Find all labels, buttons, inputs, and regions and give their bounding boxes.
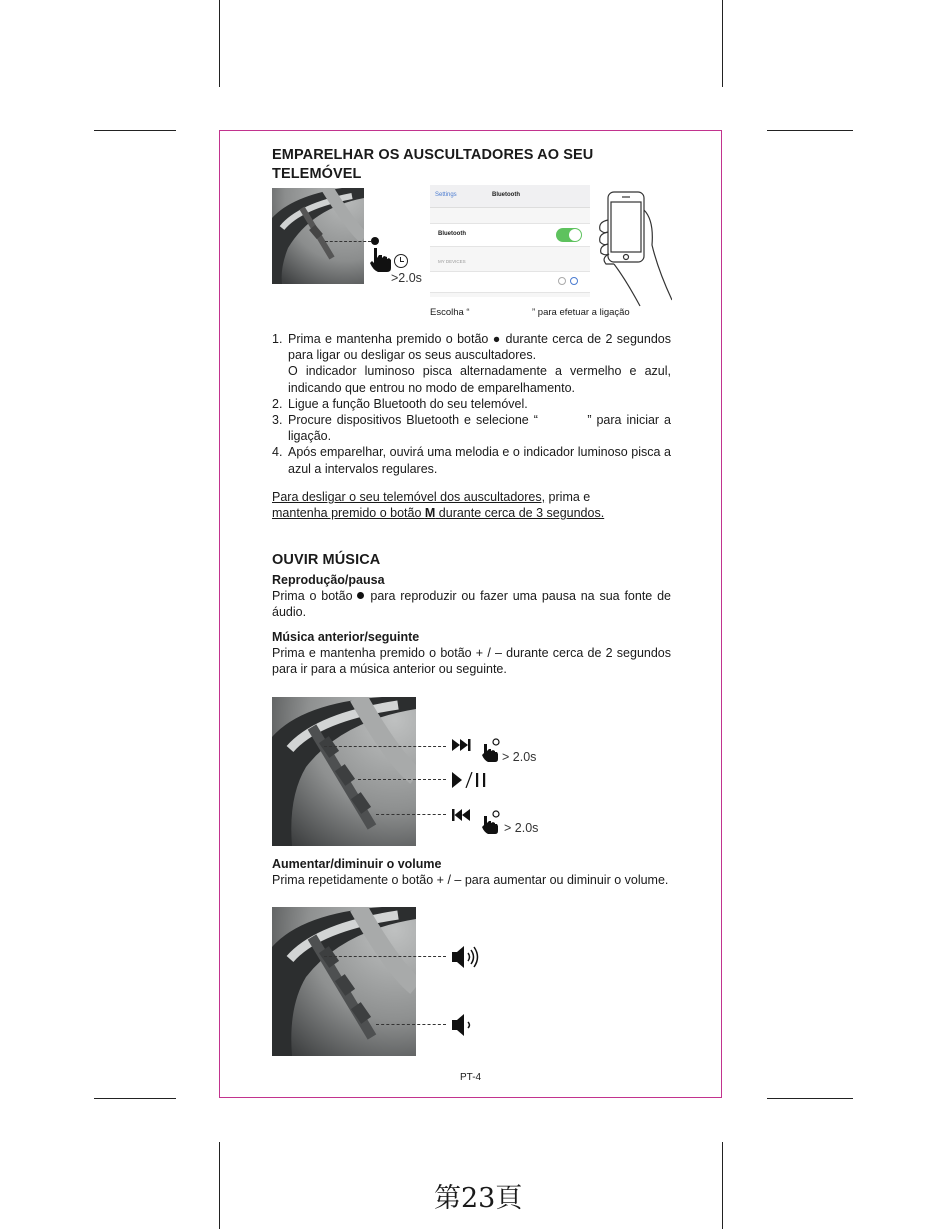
disconnect-text: mantenha premido o botão [272,506,425,521]
next-hold-time: > 2.0s [502,750,537,764]
crop-mark [219,0,220,87]
play-pause-heading: Reprodução/pausa [272,573,385,587]
disconnect-note [272,489,671,521]
screen-title: Bluetooth [492,192,520,198]
footer-page-label: 第23頁 [434,1183,523,1214]
bluetooth-settings-screenshot [430,185,590,297]
crop-mark [219,1142,220,1229]
crop-mark [94,1098,176,1099]
leader-line [325,241,371,242]
leader-line [376,1024,446,1025]
toggle-label: Bluetooth [438,231,466,237]
previous-track-icon [452,808,472,826]
next-track-icon [452,738,472,756]
section-music-title: OUVIR MÚSICA [272,552,381,568]
step-text: Prima e mantenha premido o botão ● durante cerca de 2 segundos para ligar ou desligar os seus auscultadores. [288,332,671,363]
list-item [272,396,671,412]
track-heading: Música anterior/seguinte [272,630,420,644]
step-text: O indicador luminoso pisca alternadamente a vermelho e azul, indicando que entrou no modo de emparelhamento. [288,364,671,395]
play-text: Prima o botão [272,589,353,603]
disconnect-text: durante cerca de 3 segundos. [435,506,605,521]
section-pairing-title [272,146,692,184]
volume-heading: Aumentar/diminuir o volume [272,857,442,871]
step-number: 2. [272,396,283,411]
disconnect-bold: M [424,506,436,521]
volume-down-icon [452,1013,474,1042]
page-number: PT-4 [460,1072,482,1083]
crop-mark [767,130,853,131]
section-label: MY DEVICES [438,259,466,264]
title-line: EMPARELHAR OS AUSCULTADORES AO SEU [272,147,594,163]
disconnect-text: prima e [545,490,591,504]
hand-press-icon [481,810,503,839]
leader-line [376,814,446,815]
step-number: 1. [272,332,283,346]
list-item [272,412,675,444]
headphone-controls-photo [272,697,416,846]
list-item [272,444,671,476]
clock-icon [394,254,408,268]
play-text: para reproduzir ou fazer uma pausa na sua fonte de áudio. [272,589,671,620]
title-line: TELEMÓVEL [272,166,362,182]
step-text: Ligue a função Bluetooth do seu telemóvel. [288,396,528,411]
crop-mark [94,130,176,131]
play-pause-icon [452,772,490,793]
hand-holding-phone-illustration [596,190,672,313]
play-pause-text [272,588,671,620]
hand-press-icon [481,738,503,767]
pairing-steps [272,331,675,477]
select-device-caption-left: Escolha “ [430,307,470,318]
crop-mark [722,0,723,87]
back-label: Settings [435,192,457,198]
power-button-dot [371,237,379,245]
hold-time-label: >2.0s [391,271,422,285]
crop-mark [722,1142,723,1229]
step-text: Após emparelhar, ouvirá uma melodia e o indicador luminoso pisca a azul a intervalos regulares. [288,445,671,476]
button-dot-icon [357,592,364,599]
prev-hold-time: > 2.0s [504,821,539,835]
step-number: 3. [272,413,283,428]
step-text: Procure dispositivos Bluetooth e selecione “ ” para iniciar a ligação. [288,413,675,444]
headphone-volume-photo [272,907,416,1056]
track-text: Prima e mantenha premido o botão + / – durante cerca de 2 segundos para ir para a música anterior ou seguinte. [272,646,671,677]
leader-line [358,779,446,780]
info-icon [570,277,578,285]
headphone-photo [272,188,364,284]
leader-line [324,956,446,957]
volume-up-icon [452,945,482,974]
volume-text: Prima repetidamente o botão + / – para aumentar ou diminuir o volume. [272,873,669,887]
leader-line [324,746,446,747]
step-number: 4. [272,445,283,460]
disconnect-underlined: Para desligar o seu telemóvel dos auscultadores, [272,490,546,504]
list-item [272,331,671,396]
crop-mark [767,1098,853,1099]
select-device-caption-right: ” para efetuar a ligação [532,307,630,318]
bluetooth-toggle [556,228,582,242]
